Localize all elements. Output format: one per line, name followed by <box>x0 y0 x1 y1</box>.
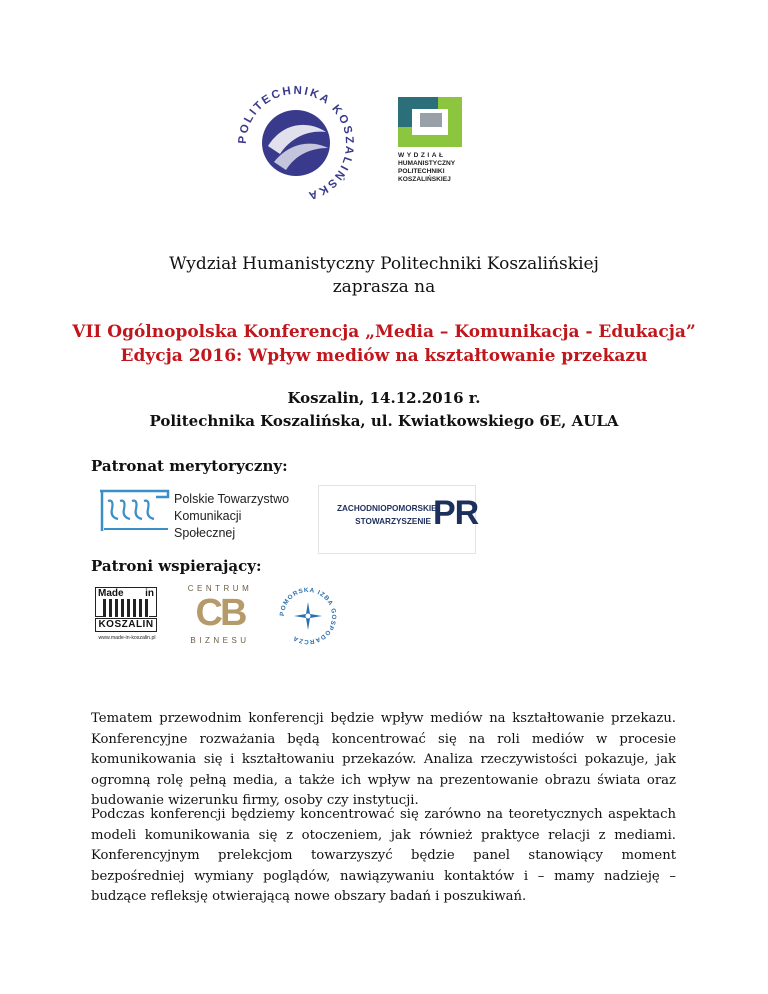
header-line-1: Wydział Humanistyczny Politechniki Koszalińskiej <box>169 254 599 274</box>
zsp-logo-line: STOWARZYSZENIE <box>355 517 431 526</box>
body-paragraph-1: Tematem przewodnim konferencji będzie wpływ mediów na kształtowanie przekazu. Konferencyjne rozważania będą koncentrować się na roli mediów w procesie komunikowania się i kształtowaniu przekazów. Analiza rzeczywistości pokazuje, jak ogromną rolę pełną media, a także ich wpływ na prezentowanie obrazu świata oraz budowanie wizerunku firmy, osoby czy instytucji. <box>91 711 676 808</box>
conference-title: VII Ogólnopolska Konferencja „Media – Komunikacja - Edukacja” <box>72 322 696 342</box>
ptks-logo <box>98 487 298 540</box>
venue-place: Politechnika Koszalińska, ul. Kwiatkowskiego 6E, AULA <box>149 412 619 430</box>
politechnika-logo-text: POLITECHNIKA KOSZALIŃSKA <box>236 84 356 200</box>
zsp-logo-line: ZACHODNIOPOMORSKIE <box>337 504 437 513</box>
mik-city: KOSZALIN <box>95 618 157 632</box>
conference-title-block <box>0 320 768 368</box>
wydzial-logo-line: POLITECHNIKI <box>398 168 445 175</box>
pomorska-izba-gospodarcza-logo <box>276 584 340 648</box>
venue-date: Koszalin, 14.12.2016 r. <box>287 389 481 407</box>
centrum-biznesu-logo <box>180 584 260 650</box>
zsp-pr-logo <box>318 485 479 554</box>
zsp-pr-mark: PR <box>433 494 479 532</box>
conference-edition: Edycja 2016: Wpływ mediów na kształtowanie przekazu <box>120 346 648 366</box>
wydzial-humanistyczny-logo <box>398 97 468 197</box>
ptks-logo-line: Komunikacji Społecznej <box>174 509 242 540</box>
mik-url: www.made-in-koszalin.pl <box>98 635 156 641</box>
made-in-koszalin-logo <box>93 585 161 651</box>
venue-block <box>0 387 768 433</box>
header-line-2: zaprasza na <box>332 277 436 297</box>
merit-patrons-label: Patronat merytoryczny: <box>91 457 288 475</box>
mik-made: Made <box>98 588 124 599</box>
support-patrons-label: Patroni wspierający: <box>91 557 262 575</box>
wydzial-logo-line: HUMANISTYCZNY <box>398 160 456 167</box>
wydzial-logo-line: WYDZIAŁ <box>398 152 446 159</box>
body-paragraph-2: Podczas konferencji będziemy koncentrować się zarówno na teoretycznych aspektach modeli komunikowania się z otoczeniem, jak również praktyce relacji z mediami. Konferencyjnym prelekcjom towarzyszyć będzie panel stanowiący moment bezpośredniej wymiany poglądów, nawiązywaniu kontaktów i – mamy nadzieję – budzące refleksję otwierającą nowe obszary badań i poszukiwań. <box>91 807 676 904</box>
wydzial-logo-line: KOSZALIŃSKIEJ <box>398 176 451 183</box>
cb-mark: CB <box>195 592 245 634</box>
mik-in: in <box>145 588 154 599</box>
cb-top-text: CENTRUM <box>187 584 253 593</box>
header <box>0 253 768 299</box>
ptks-logo-line: Polskie Towarzystwo <box>174 492 290 506</box>
politechnika-koszalinska-logo <box>228 82 363 200</box>
pig-logo-text: POMORSKA IZBA GOSPODARCZA <box>278 586 338 646</box>
cb-bottom-text: BIZNESU <box>190 636 250 645</box>
